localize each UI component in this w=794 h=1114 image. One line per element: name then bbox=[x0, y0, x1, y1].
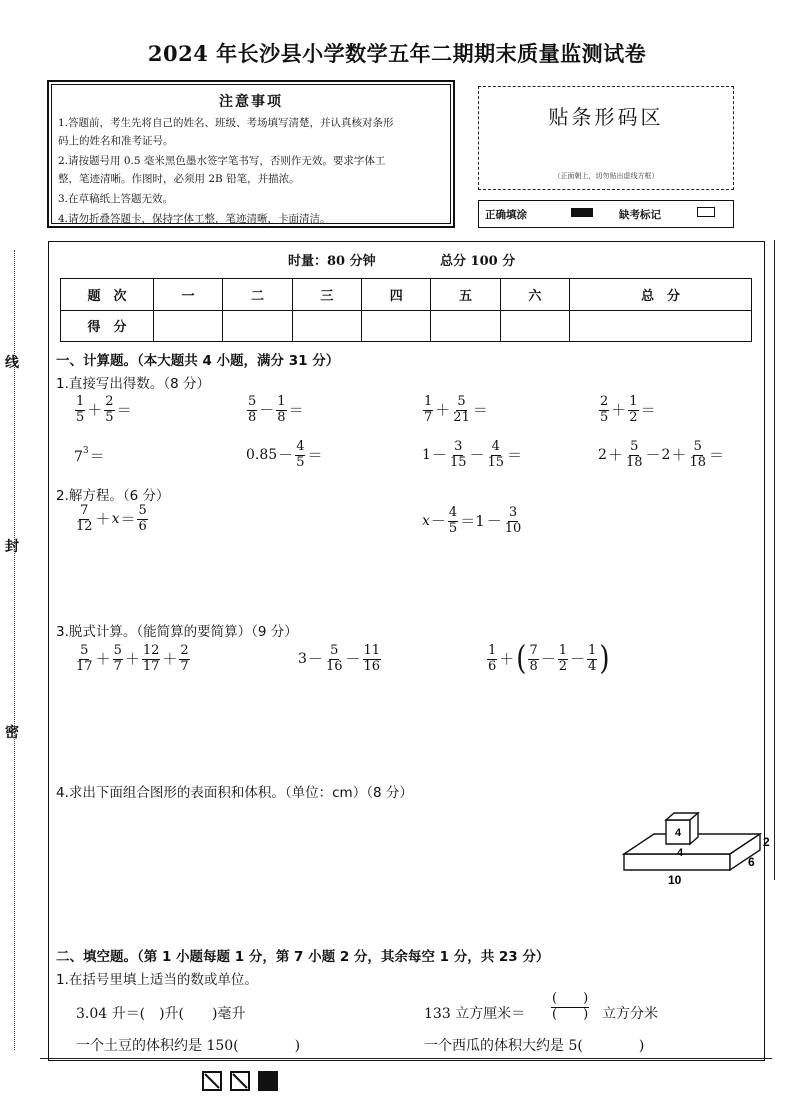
question-2: 2.解方程。（6 分） bbox=[56, 488, 170, 504]
fraction: $\frac{1}{2}$ bbox=[558, 643, 568, 674]
fill-legend bbox=[478, 200, 734, 228]
section2-heading: 二、填空题。（第 1 小题每题 1 分，第 7 小题 2 分，其余每空 1 分，共 23 分） bbox=[56, 949, 550, 965]
calc-item: 0.85 － $\frac{4}{5}$ ＝ bbox=[246, 439, 323, 470]
table-row bbox=[61, 279, 752, 311]
calc-item: 1 － $\frac{3}{15}$ － $\frac{4}{15}$ ＝ bbox=[422, 439, 523, 470]
barcode-area bbox=[478, 86, 734, 190]
note-line: 3.在草稿纸上答题无效。 bbox=[58, 193, 174, 205]
section2-question-1: 1.在括号里填上适当的数或单位。 bbox=[56, 972, 258, 988]
height-label: 2 bbox=[763, 835, 770, 849]
fraction: $\frac{3}{10}$ bbox=[504, 505, 522, 536]
slashed-box-icon bbox=[230, 1071, 250, 1091]
table-cell: 四 bbox=[362, 279, 431, 311]
notes-heading: 注意事项 bbox=[219, 94, 283, 110]
correct-fill-label: 正确填涂 bbox=[485, 209, 527, 221]
filled-mark-icon bbox=[571, 208, 593, 217]
fraction: $\frac{5}{6}$ bbox=[138, 503, 147, 534]
calc-item: 3 － $\frac{5}{16}$ － $\frac{11}{16}$ bbox=[298, 643, 381, 674]
note-line: 4.请勿折叠答题卡，保持字体工整，笔迹清晰，卡面清洁。 bbox=[58, 213, 331, 225]
score-input-cell[interactable] bbox=[570, 310, 752, 342]
fill-blank-item: 一个西瓜的体积大约是 5( ) bbox=[424, 1038, 645, 1054]
fraction: $\frac{2}{7}$ bbox=[180, 643, 189, 674]
question-3: 3.脱式计算。（能简算的要简算）（9 分） bbox=[56, 624, 298, 640]
fraction: $\frac{7}{12}$ bbox=[76, 503, 93, 534]
cube-side-label: 4 bbox=[674, 827, 682, 839]
notes-inner-border bbox=[51, 84, 451, 224]
fraction: $\frac{5}{18}$ bbox=[689, 439, 706, 470]
fraction: $\frac{12}{17}$ bbox=[142, 643, 160, 674]
fraction: $\frac{4}{15}$ bbox=[487, 439, 505, 470]
calc-item: 2 ＋ $\frac{5}{18}$ － 2 ＋ $\frac{5}{18}$ ＝ bbox=[598, 439, 724, 470]
fraction: $\frac{2}{5}$ bbox=[600, 394, 609, 425]
calc-item: 7 $^3$ ＝ bbox=[74, 446, 105, 465]
fill-blank-fraction bbox=[550, 992, 590, 1023]
question-1: 1.直接写出得数。（8 分） bbox=[56, 376, 211, 392]
exam-total: 总分 100 分 bbox=[440, 254, 516, 269]
calc-item: $\frac{5}{8}$ － $\frac{1}{8}$ ＝ bbox=[248, 394, 304, 425]
table-cell: 总 分 bbox=[570, 279, 752, 311]
page-title: 2024 年长沙县小学数学五年二期期末质量监测试卷 bbox=[147, 41, 647, 66]
depth-label: 6 bbox=[748, 855, 755, 869]
fraction: $\frac{5}{17}$ bbox=[76, 643, 93, 674]
table-cell: 六 bbox=[500, 279, 569, 311]
table-cell: 五 bbox=[431, 279, 500, 311]
barcode-note: （正面朝上，切勿贴出虚线方框） bbox=[553, 172, 659, 180]
notes-box bbox=[47, 80, 455, 228]
absent-checkbox[interactable] bbox=[697, 207, 715, 217]
side-label-mi: 密 bbox=[5, 725, 19, 741]
calc-item: $\frac{2}{5}$ ＋ $\frac{1}{2}$ ＝ bbox=[600, 394, 656, 425]
exam-time: 时量：80 分钟 bbox=[288, 254, 376, 269]
note-line: 整，笔迹清晰。作图时，必须用 2B 铅笔，并描浓。 bbox=[58, 173, 300, 185]
equation-item: x － $\frac{4}{5}$ ＝1 － $\frac{3}{10}$ bbox=[422, 505, 522, 536]
combined-solid-figure bbox=[618, 808, 768, 888]
score-input-cell[interactable] bbox=[223, 310, 292, 342]
calc-item: $\frac{1}{6}$ ＋ ( $\frac{7}{8}$ － $\frac{1}{2}$ － $\frac{1}{4}$ ) bbox=[488, 640, 610, 679]
fraction: $\frac{5}{7}$ bbox=[113, 643, 122, 674]
fraction: $\frac{4}{5}$ bbox=[296, 439, 305, 470]
fraction: $\frac{5}{18}$ bbox=[625, 439, 643, 470]
fraction: $\frac{11}{16}$ bbox=[363, 643, 381, 674]
fraction: $\frac{5}{21}$ bbox=[453, 394, 470, 425]
calc-item: $\frac{1}{5}$ ＋ $\frac{2}{5}$ ＝ bbox=[76, 394, 132, 425]
fraction: $\frac{7}{8}$ bbox=[529, 643, 538, 674]
equation-item: $\frac{7}{12}$ ＋ x ＝ $\frac{5}{6}$ bbox=[76, 503, 147, 534]
note-line: 2.请按题号用 0.5 毫米黑色墨水签字笔书写，否则作无效。要求字体工 bbox=[58, 155, 386, 167]
cube-bottom-label: 4 bbox=[676, 847, 684, 859]
fraction: $\frac{1}{5}$ bbox=[76, 394, 85, 425]
side-label-xian: 线 bbox=[5, 355, 19, 371]
fill-blank-unit: 立方分米 bbox=[602, 1006, 658, 1022]
fraction: $\frac{5}{8}$ bbox=[248, 394, 257, 425]
table-cell: 三 bbox=[292, 279, 361, 311]
fraction: $\frac{4}{5}$ bbox=[448, 505, 458, 536]
score-input-cell[interactable] bbox=[362, 310, 431, 342]
score-input-cell[interactable] bbox=[500, 310, 569, 342]
fraction: $\frac{1}{6}$ bbox=[488, 643, 497, 674]
table-cell: 得 分 bbox=[61, 310, 154, 342]
table-cell: 一 bbox=[154, 279, 223, 311]
score-input-cell[interactable] bbox=[154, 310, 223, 342]
frame-bottom-line bbox=[40, 1058, 772, 1059]
note-line: 码上的姓名和准考证号。 bbox=[58, 135, 174, 147]
table-row bbox=[61, 310, 752, 342]
fraction: $\frac{( )}{( )}$ bbox=[552, 991, 589, 1022]
calc-item: $\frac{1}{7}$ ＋ $\frac{5}{21}$ ＝ bbox=[424, 394, 488, 425]
note-line: 1.答题前，考生先将自己的姓名、班级、考场填写清楚，并认真核对条形 bbox=[58, 117, 394, 129]
filled-box-icon bbox=[258, 1071, 278, 1091]
side-label-feng: 封 bbox=[5, 539, 19, 555]
fraction: $\frac{1}{7}$ bbox=[424, 394, 433, 425]
fill-blank-item: 一个土豆的体积约是 150( ) bbox=[76, 1038, 301, 1054]
absent-mark-label: 缺考标记 bbox=[619, 209, 661, 221]
fraction: $\frac{3}{15}$ bbox=[449, 439, 467, 470]
fraction: $\frac{1}{2}$ bbox=[629, 394, 638, 425]
fraction: $\frac{1}{4}$ bbox=[588, 643, 597, 674]
slashed-box-icon bbox=[202, 1071, 222, 1091]
fill-blank-item: 3.04 升＝( )升( )毫升 bbox=[76, 1006, 246, 1022]
score-table bbox=[60, 278, 752, 342]
table-cell: 题 次 bbox=[61, 279, 154, 311]
calc-item: $\frac{5}{17}$ ＋ $\frac{5}{7}$ ＋ $\frac{12}{17}$ ＋ $\frac{2}{7}$ bbox=[76, 643, 189, 674]
length-label: 10 bbox=[668, 873, 682, 887]
barcode-title: 贴条形码区 bbox=[548, 105, 664, 129]
fill-blank-item: 133 立方厘米＝ bbox=[424, 1006, 526, 1022]
fraction: $\frac{2}{5}$ bbox=[105, 394, 114, 425]
table-cell: 二 bbox=[223, 279, 292, 311]
question-4: 4.求出下面组合图形的表面积和体积。（单位：cm）（8 分） bbox=[56, 785, 413, 801]
score-input-cell[interactable] bbox=[431, 310, 500, 342]
score-input-cell[interactable] bbox=[292, 310, 361, 342]
frame-right-line bbox=[774, 240, 775, 880]
fraction: $\frac{5}{16}$ bbox=[325, 643, 343, 674]
fraction: $\frac{1}{8}$ bbox=[277, 394, 286, 425]
section1-heading: 一、计算题。（本大题共 4 小题，满分 31 分） bbox=[56, 353, 340, 369]
